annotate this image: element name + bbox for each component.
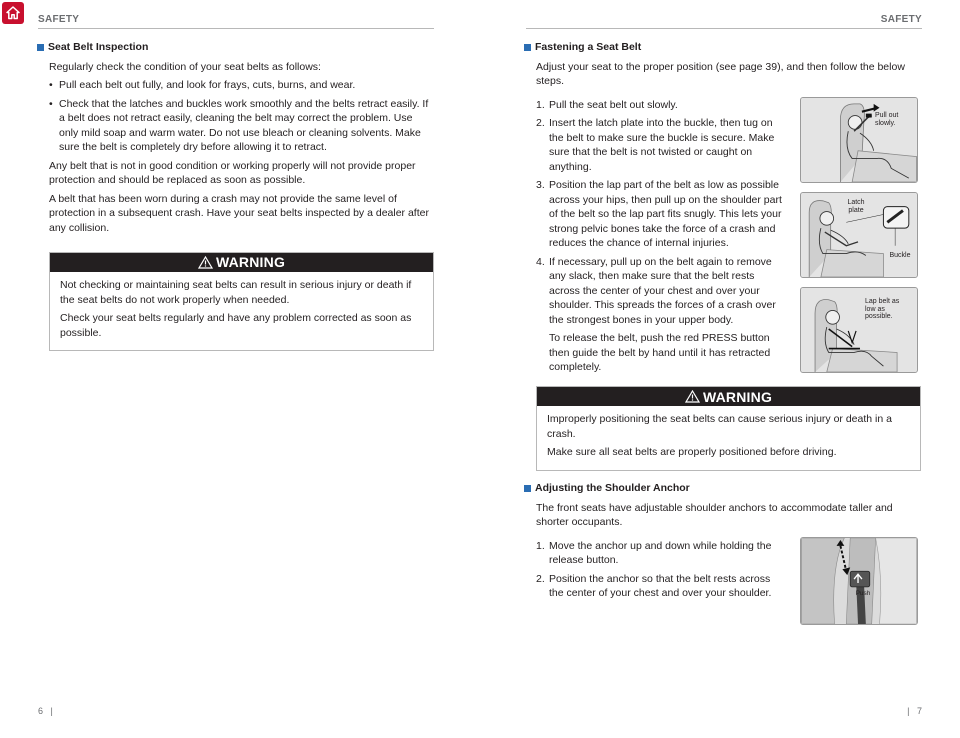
figure-label: Lap belt as low as possible.: [865, 298, 900, 320]
anchor-step: 1. Move the anchor up and down while holding the release button.: [536, 539, 772, 566]
warning-box-inspection: [49, 252, 434, 351]
shoulder-anchor-illustration: [801, 538, 917, 624]
fastening-step: 2. Insert the latch plate into the buckle, then tug on the belt to make sure the buckle is secure. Make sure that the belt is not twisted or caught on anything.: [536, 117, 775, 173]
inspection-paragraph: A belt that has been worn during a crash may not provide the same level of protection in a subsequent crash. Have your seat belts inspected by a dealer after any collision.: [49, 192, 429, 234]
warning-header: WARNING: [50, 253, 433, 272]
figure-label: Pull out slowly.: [875, 112, 899, 127]
inspection-paragraph: Any belt that is not in good condition or working properly will not provide proper protection and should be replaced as soon as possible.: [49, 159, 416, 186]
figure-lap-belt: [800, 287, 918, 373]
header-divider-left: [38, 28, 434, 29]
warning-box-fastening-wrapper: [524, 386, 921, 471]
left-page-content: [37, 40, 434, 351]
anchor-step: 2. Position the anchor so that the belt rests across the center of your chest and over your shoulder.: [536, 572, 772, 599]
header-divider-right: [526, 28, 922, 29]
section-title-fastening: Fastening a Seat Belt: [524, 40, 921, 55]
fastening-step: 1. Pull the seat belt out slowly.: [536, 98, 678, 111]
inspection-bullet: • Check that the latches and buckles work smoothly and the belts retract easily. If a belt does not retract easily, cleaning the belt may correct the problem. Use only mild soap and warm water. Do not use bleach or cleaning solvents. Make sure the belt is completely dry before allowing it to retract.: [49, 97, 434, 155]
fastening-step: 4. If necessary, pull up on the belt again to remove any slack, then make sure that the belt rests across the center of your chest and over your shoulder. This spreads the forces of a crash over the strongest bones in your upper body. To release the belt, push the red PRESS button then guide the belt by hand until it has retracted completely.: [536, 255, 784, 375]
anchor-intro: The front seats have adjustable shoulder anchors to accommodate taller and shorter occupants.: [536, 501, 893, 528]
figure-label: Latch plate: [847, 199, 865, 214]
inspection-bullet: • Pull each belt out fully, and look for frays, cuts, burns, and wear.: [49, 78, 434, 93]
inspection-intro: Regularly check the condition of your seat belts as follows:: [49, 60, 321, 73]
section-marker-icon: [37, 44, 44, 51]
warning-box-fastening: [536, 386, 921, 471]
warning-text: Not checking or maintaining seat belts can result in serious injury or death if the seat belts do not work properly when needed.: [60, 279, 412, 306]
fastening-intro: Adjust your seat to the proper position (see page 39), and then follow the below steps.: [536, 60, 905, 87]
warning-text: Check your seat belts regularly and have any problem corrected as soon as possible.: [60, 312, 412, 339]
home-icon: [5, 5, 21, 21]
section-title-anchor: Adjusting the Shoulder Anchor: [524, 481, 921, 496]
release-instruction: To release the belt, push the red PRESS button then guide the belt by hand until it has retracted completely.: [549, 332, 771, 373]
warning-text: Improperly positioning the seat belts can cause serious injury or death in a crash.: [547, 413, 892, 440]
figure-label: Buckle: [889, 252, 911, 259]
figure-latch-buckle: [800, 192, 918, 278]
fastening-step: 3. Position the lap part of the belt as low as possible across your hips, then pull up on the shoulder part of the belt so the lap part fits snugly. This lets your strong pelvic bones take the force of a crash and reduces the chance of internal injuries.: [536, 179, 782, 249]
warning-triangle-icon: [685, 390, 700, 403]
figure-pull-belt: [800, 97, 918, 183]
warning-text: Make sure all seat belts are properly positioned before driving.: [547, 446, 837, 458]
page-number-right: | 7: [907, 706, 922, 716]
warning-triangle-icon: [198, 256, 213, 269]
running-header-right: SAFETY: [880, 14, 922, 25]
section-marker-icon: [524, 44, 531, 51]
figure-shoulder-anchor: [800, 537, 918, 625]
page-number-left: 6 |: [38, 706, 53, 716]
warning-header: WARNING: [537, 387, 920, 406]
section-title-inspection: Seat Belt Inspection: [37, 40, 434, 55]
seat-belt-pull-illustration: [801, 98, 917, 182]
section-marker-icon: [524, 485, 531, 492]
home-button[interactable]: [2, 2, 24, 24]
running-header-left: SAFETY: [38, 14, 80, 25]
figure-label: Push: [855, 590, 871, 597]
